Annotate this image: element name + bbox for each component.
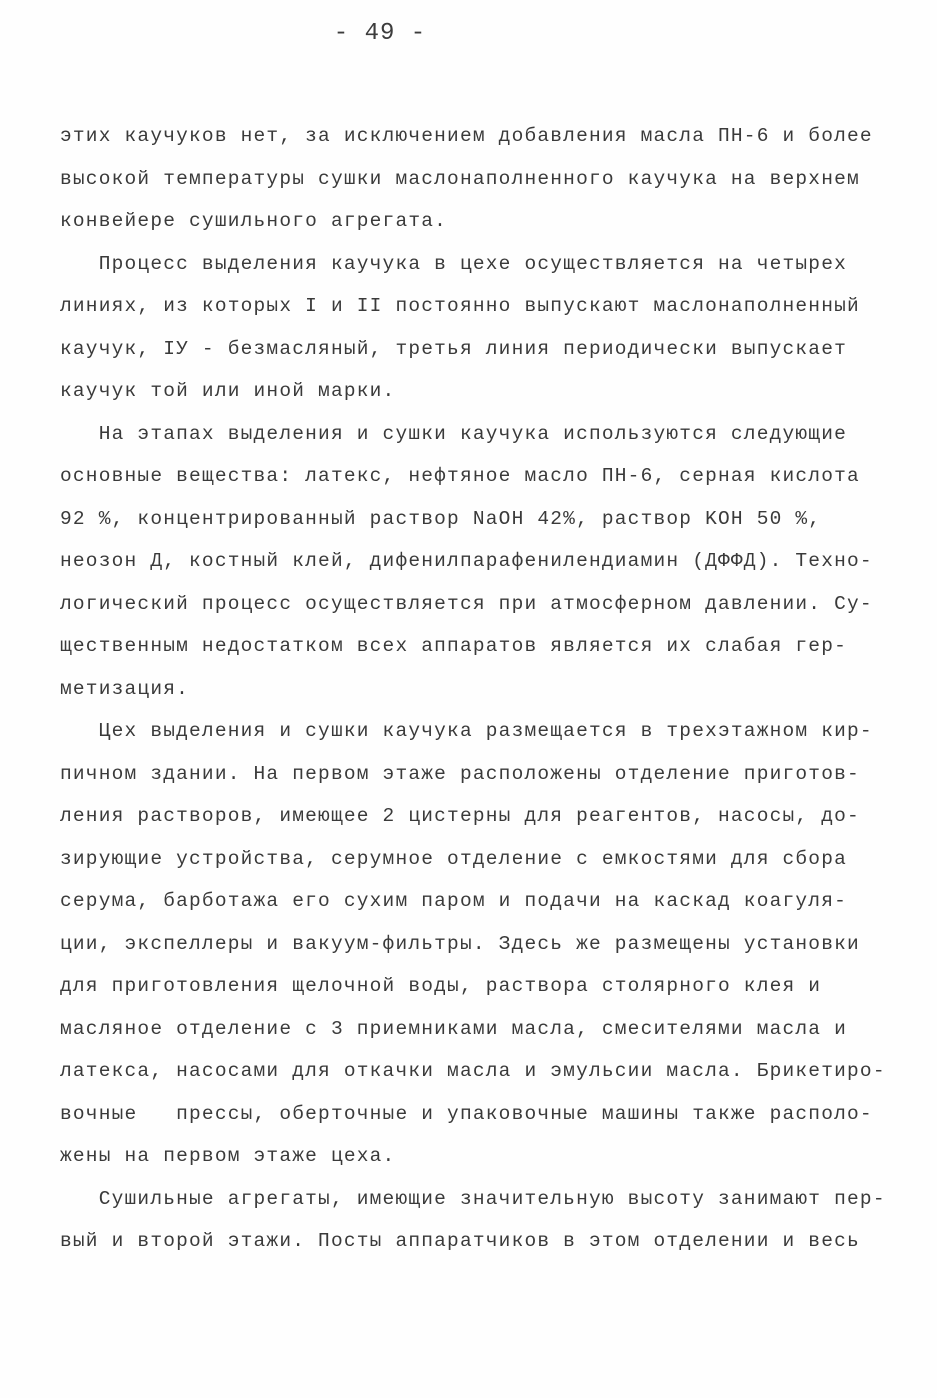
text-line: Цех выделения и сушки каучука размещается в трехэтажном кир- <box>60 720 873 742</box>
text-line: ления растворов, имеющее 2 цистерны для реагентов, насосы, до- <box>60 805 860 827</box>
text-line: На этапах выделения и сушки каучука используются следующие <box>60 422 848 445</box>
text-line: 92 %, концентрированный раствор NaOH 42%, раствор KOH 50 %, <box>60 507 822 530</box>
body-text <box>60 115 890 1263</box>
text-line: линиях, из которых I и II постоянно выпускают маслонаполненный <box>60 295 860 317</box>
text-line: жены на первом этаже цеха. <box>60 1145 396 1167</box>
text-line: зирующие устройства, серумное отделение с емкостями для сбора <box>60 847 848 870</box>
text-line: пичном здании. На первом этаже расположены отделение приготов- <box>60 762 860 785</box>
text-line: вый и второй этажи. Посты аппаратчиков в этом отделении и весь <box>60 1230 860 1252</box>
text-line: каучук той или иной марки. <box>60 380 396 402</box>
text-line: вочные прессы, оберточные и упаковочные машины также располо- <box>60 1102 873 1125</box>
text-line: масляное отделение с 3 приемниками масла, смесителями масла и <box>60 1017 848 1040</box>
text-line: логический процесс осуществляется при атмосферном давлении. Су- <box>60 592 873 615</box>
text-line: Сушильные агрегаты, имеющие значительную высоту занимают пер- <box>60 1187 886 1210</box>
text-line: основные вещества: латекс, нефтяное масло ПН-6, серная кислота <box>60 465 860 487</box>
text-line: этих каучуков нет, за исключением добавления масла ПН-6 и более <box>60 125 873 147</box>
text-line: высокой температуры сушки маслонаполненного каучука на верхнем <box>60 167 860 190</box>
text-line: конвейере сушильного агрегата. <box>60 210 448 232</box>
text-line: латекса, насосами для откачки масла и эмульсии масла. Брикетиро- <box>60 1060 886 1082</box>
text-line: серума, барботажа его сухим паром и подачи на каскад коагуля- <box>60 890 848 912</box>
text-line: щественным недостатком всех аппаратов является их слабая гер- <box>60 635 848 657</box>
text-line: ции, экспеллеры и вакуум-фильтры. Здесь же размещены установки <box>60 932 860 955</box>
text-line: каучук, IУ - безмасляный, третья линия периодически выпускает <box>60 337 848 360</box>
text-line: неозон Д, костный клей, дифенилпарафенилендиамин (ДФФД). Техно- <box>60 550 873 572</box>
text-line: для приготовления щелочной воды, раствора столярного клея и <box>60 975 822 997</box>
text-line: метизация. <box>60 677 190 700</box>
page-number: - 49 - <box>333 20 427 47</box>
text-line: Процесс выделения каучука в цехе осуществляется на четырех <box>60 252 848 275</box>
